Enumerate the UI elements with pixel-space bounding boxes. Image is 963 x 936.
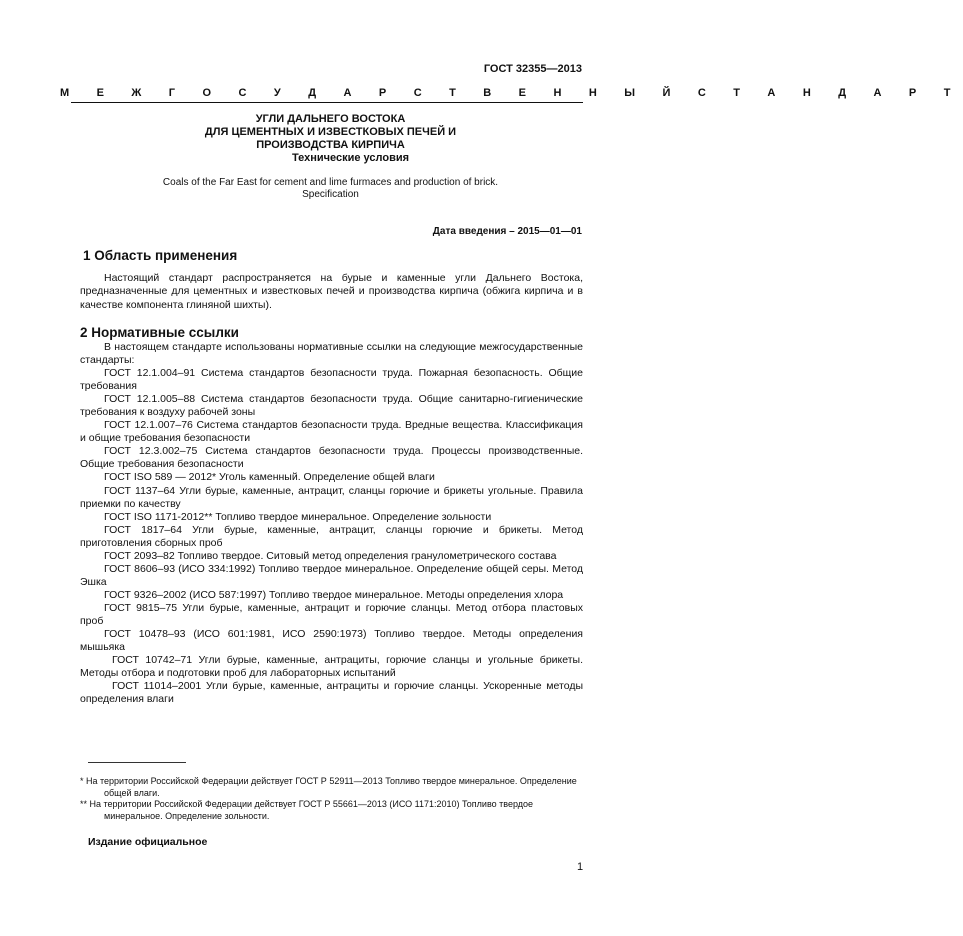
footnote-1: * На территории Российской Федерации действует ГОСТ Р 52911—2013 Топливо твердое минеральное. Определение общей влаги.	[80, 776, 577, 798]
reference-item: ГОСТ 2093–82 Топливо твердое. Ситовый метод определения гранулометрического состава	[104, 549, 557, 562]
reference-item: ГОСТ 10742–71 Угли бурые, каменные, антрациты, горючие сланцы и угольные брикеты. Методы отбора и подготовки проб для лабораторных испытаний	[80, 654, 583, 680]
reference-item: ГОСТ 1817–64 Угли бурые, каменные, антрацит, сланцы горючие и брикеты. Метод приготовления сборных проб	[80, 523, 583, 549]
reference-item: ГОСТ 8606–93 (ИСО 334:1992) Топливо твердое минеральное. Определение общей серы. Метод Эшка	[80, 562, 583, 588]
normative-references-list	[80, 341, 583, 706]
reference-item: ГОСТ 12.1.007–76 Система стандартов безопасности труда. Вредные вещества. Классификация и общие требования безопасности	[80, 419, 583, 445]
section-2-heading: 2 Нормативные ссылки	[80, 325, 239, 340]
title-block	[0, 113, 661, 165]
title-line-3: ПРОИЗВОДСТВА КИРПИЧА	[256, 139, 405, 151]
reference-item: ГОСТ 12.3.002–75 Система стандартов безопасности труда. Процессы производственные. Общие требования безопасности	[80, 445, 583, 471]
reference-item: ГОСТ 10478–93 (ИСО 601:1981, ИСО 2590:1973) Топливо твердое. Методы определения мышьяка	[80, 628, 583, 654]
reference-item: ГОСТ 9815–75 Угли бурые, каменные, антрацит и горючие сланцы. Метод отбора пластовых проб	[80, 601, 583, 627]
reference-item: ГОСТ ISO 589 — 2012* Уголь каменный. Определение общей влаги	[104, 471, 435, 484]
title-line-1: УГЛИ ДАЛЬНЕГО ВОСТОКА	[255, 113, 406, 125]
official-edition-label: Издание официальное	[88, 836, 208, 848]
footnote-2: ** На территории Российской Федерации действует ГОСТ Р 55661—2013 (ИСО 1171:2010) Топливо твердое минеральное. Определение зольности.	[80, 799, 534, 821]
reference-item: ГОСТ ISO 1171-2012** Топливо твердое минеральное. Определение зольности	[104, 510, 492, 523]
reference-item: ГОСТ 11014–2001 Угли бурые, каменные, антрациты и горючие сланцы. Ускоренные методы определения влаги	[80, 680, 583, 706]
reference-item: ГОСТ 9326–2002 (ИСО 587:1997) Топливо твердое минеральное. Методы определения хлора	[104, 588, 564, 601]
english-title	[0, 177, 661, 201]
section-1-paragraph: Настоящий стандарт распространяется на бурые и каменные угли Дальнего Востока, предназначенные для цементных и известковых печей и производства кирпича (обжига кирпича и в качестве компонента глиняной шихты).	[80, 272, 583, 311]
document-code: ГОСТ 32355—2013	[483, 63, 582, 75]
page-number: 1	[577, 861, 584, 873]
english-title-line-1: Coals of the Far East for cement and lime furmaces and production of brick.	[162, 177, 499, 188]
interstate-standard-banner: М Е Ж Г О С У Д А Р С Т В Е Н Н Ы Й С Т А Н Д А Р Т	[60, 87, 963, 99]
section-1-text	[80, 272, 583, 312]
footnote-separator	[88, 762, 186, 763]
reference-item: ГОСТ 12.1.005–88 Система стандартов безопасности труда. Общие санитарно-гигиенические требования к воздуху рабочей зоны	[80, 393, 583, 419]
title-subtitle: Технические условия	[291, 152, 410, 164]
title-line-2: ДЛЯ ЦЕМЕНТНЫХ И ИЗВЕСТКОВЫХ ПЕЧЕЙ И	[204, 126, 457, 138]
english-title-line-2: Specification	[302, 189, 359, 200]
reference-item: В настоящем стандарте использованы нормативные ссылки на следующие межгосударственные стандарты:	[80, 341, 583, 367]
header-rule	[71, 102, 583, 103]
introduction-date: Дата введения – 2015—01—01	[432, 226, 582, 237]
reference-item: ГОСТ 1137–64 Угли бурые, каменные, антрацит, сланцы горючие и брикеты угольные. Правила приемки по качеству	[80, 484, 583, 510]
reference-item: ГОСТ 12.1.004–91 Система стандартов безопасности труда. Пожарная безопасность. Общие требования	[80, 367, 583, 393]
section-1-heading: 1 Область применения	[83, 248, 238, 263]
